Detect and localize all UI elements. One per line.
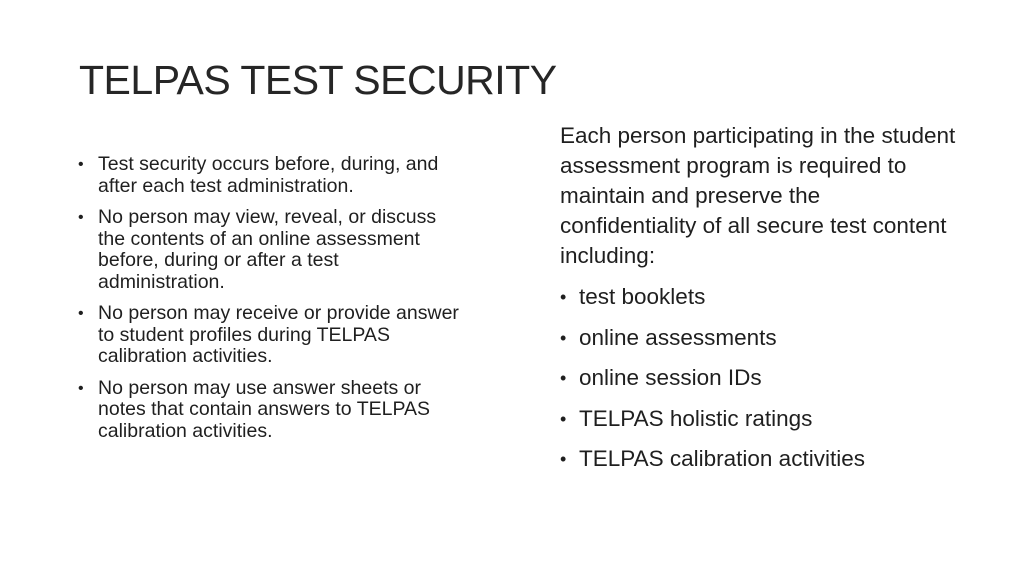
slide-title: TELPAS TEST SECURITY: [79, 57, 557, 103]
right-bullet-item: • TELPAS holistic ratings: [560, 405, 980, 433]
left-bullet-item: • No person may view, reveal, or discuss the contents of an online assessment before, during or after a test administration.: [76, 207, 468, 293]
left-bullet-list: [76, 154, 476, 442]
right-bullet-item: • online assessments: [560, 324, 980, 352]
right-bullet-list: [560, 283, 980, 473]
right-bullet-item: • online session IDs: [560, 364, 980, 392]
left-bullet-item: • No person may use answer sheets or notes that contain answers to TELPAS calibration activities.: [76, 378, 468, 443]
left-content-column: [76, 154, 476, 452]
left-bullet-item: • No person may receive or provide answer to student profiles during TELPAS calibration activities.: [76, 303, 468, 368]
right-intro-paragraph: Each person participating in the student assessment program is required to maintain and preserve the confidentiality of all secure test content including:: [560, 123, 956, 268]
left-bullet-item: • Test security occurs before, during, and after each test administration.: [76, 154, 468, 197]
right-bullet-item: • test booklets: [560, 283, 980, 311]
right-content-column: [560, 121, 980, 486]
right-bullet-item: • TELPAS calibration activities: [560, 445, 980, 473]
